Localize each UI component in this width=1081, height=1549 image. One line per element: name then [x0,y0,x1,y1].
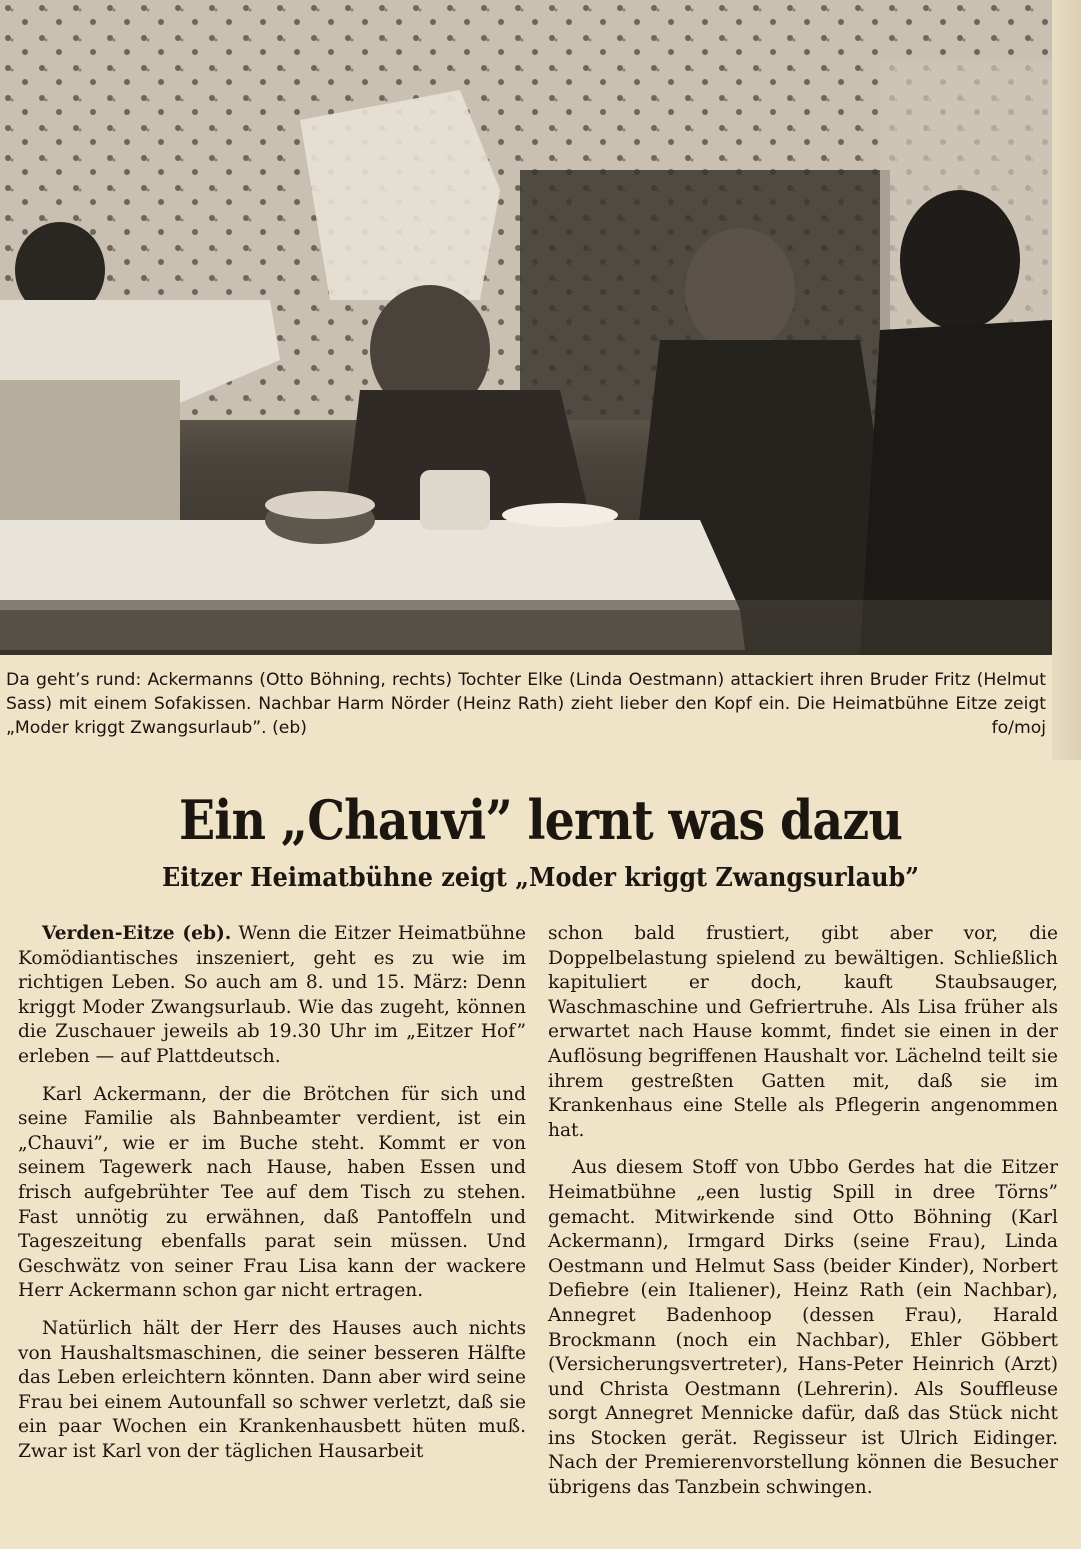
headline: Ein „Chauvi” lernt was dazu [178,788,903,852]
article-paragraph-4: schon bald frustiert, gibt aber vor, die Doppelbelastung spielend zu bewältigen. Schließlich kapituliert er doch, kauft Staubsauger, Waschmaschine und Gefriertruhe. Als Lisa früher als erwartet nach Hause kommt, findet sie einen in der Auflösung begriffenen Haushalt vor. Lächelnd teilt sie ihrem gestreßten Gatten mit, daß sie im Krankenhaus eine Stelle als Pflegerin angenommen hat. [548,923,1058,1141]
article-paragraph-5: Aus diesem Stoff von Ubbo Gerdes hat die Eitzer Heimatbühne „een lustig Spill in dree Törns” gemacht. Mitwirkende sind Otto Böhning (Karl Ackermann), Irmgard Dirks (seine Frau), Linda Oestmann und Helmut Sass (beider Kinder), Norbert Defiebre (ein Italiener), Heinz Rath (ein Nachbar), Annegret Badenhoop (dessen Frau), Harald Brockmann (noch ein Nachbar), Ehler Göbbert (Versicherungsvertreter), Hans-Peter Heinrich (Arzt) und Christa Oestmann (Lehrerin). Als Souffleuse sorgt Annegret Mennicke dafür, daß das Stück nicht ins Stocken gerät. Regisseur ist Ulrich Eidinger. Nach der Premierenvorstellung können die Besucher übrigens das Tanzbein schwingen. [548,1157,1058,1499]
dateline: Verden-Eitze (eb). [42,923,232,944]
adjacent-article-strip [1052,0,1081,760]
caption-text: Da geht’s rund: Ackermanns (Otto Böhning, rechts) Tochter Elke (Linda Oestmann) attackiert ihren Bruder Fritz (Helmut Sass) mit einem Sofakissen. Nachbar Harm Nörder (Heinz Rath) zieht lieber den Kopf ein. Die Heimatbühne Eitze zeigt „Moder kriggt Zwangsurlaub”. (eb) [6,670,1046,738]
article-paragraph-2: Karl Ackermann, der die Brötchen für sich und seine Familie als Bahnbeamter verdient, ist ein „Chauvi”, wie er im Buche steht. Kommt er von seinem Tagewerk nach Hause, haben Essen und frisch aufgebrühter Tee auf dem Tisch zu stehen. Fast unnötig zu erwähnen, daß Pantoffeln und Tageszeitung ebenfalls parat sein müssen. Und Geschwätz von seiner Frau Lisa kann der wackere Herr Ackermann schon gar nicht ertragen. [18,1083,526,1302]
photo-credit: fo/moj [991,718,1046,738]
article-column-2 [548,922,1058,1514]
photo-caption [6,668,1046,740]
stage-photo-icon [0,0,1052,655]
article-column-1 [18,922,526,1477]
article-photo [0,0,1052,655]
article-paragraph-1: Verden-Eitze (eb). Wenn die Eitzer Heimatbühne Komödiantisches inszeniert, geht es zu wie im richtigen Leben. So auch am 8. und 15. März: Denn kriggt Moder Zwangsurlaub. Wie das zugeht, können die Zuschauer jeweils ab 19.30 Uhr im „Eitzer Hof” erleben — auf Plattdeutsch. [18,923,527,1067]
subheadline: Eitzer Heimatbühne zeigt „Moder kriggt Zwangsurlaub” [161,863,920,893]
article-paragraph-3: Natürlich hält der Herr des Hauses auch nichts von Haushaltsmaschinen, die seiner besseren Hälfte das Leben erleichtern könnten. Dann aber wird seine Frau bei einem Autounfall so schwer verletzt, daß sie ein paar Wochen ein Krankenhausbett hüten muß. Zwar ist Karl von der täglichen Hausarbeit [18,1317,526,1462]
